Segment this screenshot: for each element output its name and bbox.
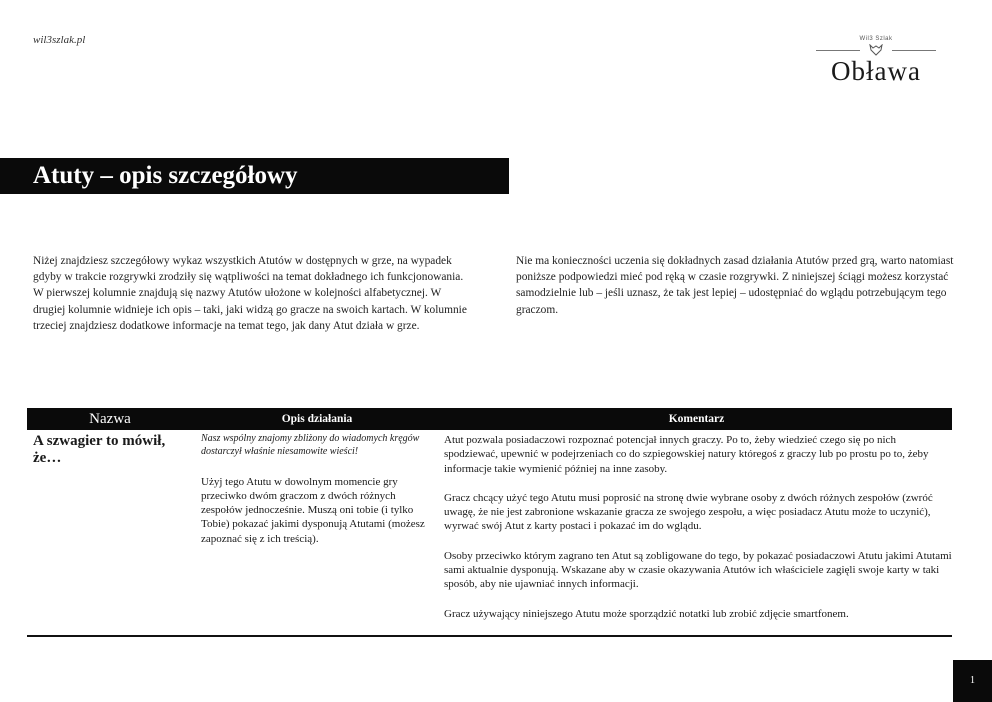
atuty-table [27, 408, 952, 637]
atut-description [201, 433, 433, 546]
intro-right-paragraph: Nie ma konieczności uczenia się dokładnych zasad działania Atutów przed grą, warto natomiast poniższe podpowiedzi mieć pod ręką w czasie rozgrywki. Z niniejszej ściągi możesz korzystać samodzielnie lub – jeśli uznasz, że tak jest lepiej – udostępniać do wglądu potrzebującym tego graczom. [516, 255, 954, 316]
comment-paragraph: Gracz używający niniejszego Atutu może sporządzić notatki lub zrobić zdjęcie smartfonem. [444, 607, 849, 620]
table-row [27, 430, 952, 637]
atut-effect-text: Użyj tego Atutu w dowolnym momencie gry przeciwko dwóm graczom z dwóch różnych zespołów jednocześnie. Muszą oni tobie (i tylko Tobie) pokazać jakimi dysponują Atutami (możesz zapoznać się z ich treścią). [201, 475, 425, 545]
header-opis: Opis działania [281, 413, 353, 425]
wolf-icon [868, 44, 884, 56]
table-header [27, 408, 952, 430]
logo-emblem [796, 44, 956, 56]
logo-name: Obława [831, 56, 921, 86]
atut-flavor-text: Nasz wspólny znajomy zbliżony do wiadomych kręgów dostarczył właśnie niesamowite wieści! [201, 433, 420, 457]
page-number: 1 [953, 660, 992, 702]
header-name: Nazwa [89, 411, 131, 427]
atut-name: A szwagier to mówił, że… [33, 433, 166, 466]
comment-paragraph: Gracz chcący użyć tego Atutu musi poprosić na stronę dwie wybrane osoby z dwóch różnych zespołów (zwróć uwagę, że nie jest zabronione wskazanie gracza ze swojego zespołu, a więc posiadacz Atutu może to uczynić), wyrwać swój Atut z karty postaci i pokazać im do wglądu. [444, 491, 933, 533]
page-title: Atuty – opis szczegółowy [33, 162, 298, 189]
header-komentarz: Komentarz [668, 413, 725, 425]
title-bar [0, 158, 509, 194]
site-url: wil3szlak.pl [33, 34, 86, 46]
comment-paragraph: Atut pozwala posiadaczowi rozpoznać potencjał innych graczy. Po to, żeby wiedzieć czego się po nich spodziewać, upewnić w podejrzeniach co do szpiegowskiej natury któregoś z graczy lub po prostu po to, żeby informacje takie wymienić później na inne zasoby. [444, 434, 929, 475]
atut-comment [444, 433, 952, 636]
intro-left-paragraph: Niżej znajdziesz szczegółowy wykaz wszystkich Atutów w dostępnych w grze, na wypadek gdyby w trakcie rozgrywki zrodziły się wątpliwości na temat dokładnego ich funkcjonowania. W pierwszej kolumnie znajdują się nazwy Atutów ułożone w kolejności alfabetycznej. W drugiej kolumnie widnieje ich opis – taki, jaki widzą go gracze na swoich kartach. W kolumnie trzeciej znajdziesz dodatkowe informacje na temat tego, jak dany Atut działa w grze. [33, 255, 467, 332]
logo-small-text: Wil3 Szlak [859, 36, 893, 42]
logo [796, 36, 956, 85]
comment-paragraph: Osoby przeciwko którym zagrano ten Atut są zobligowane do tego, by pokazać posiadaczowi Atutu jakimi Atutami sami aktualnie dysponują. Wskazane aby w czasie okazywania Atutów ich właściciele zagięli swoje karty w taki sposób, aby nie ujawniać innych informacji. [444, 549, 952, 591]
